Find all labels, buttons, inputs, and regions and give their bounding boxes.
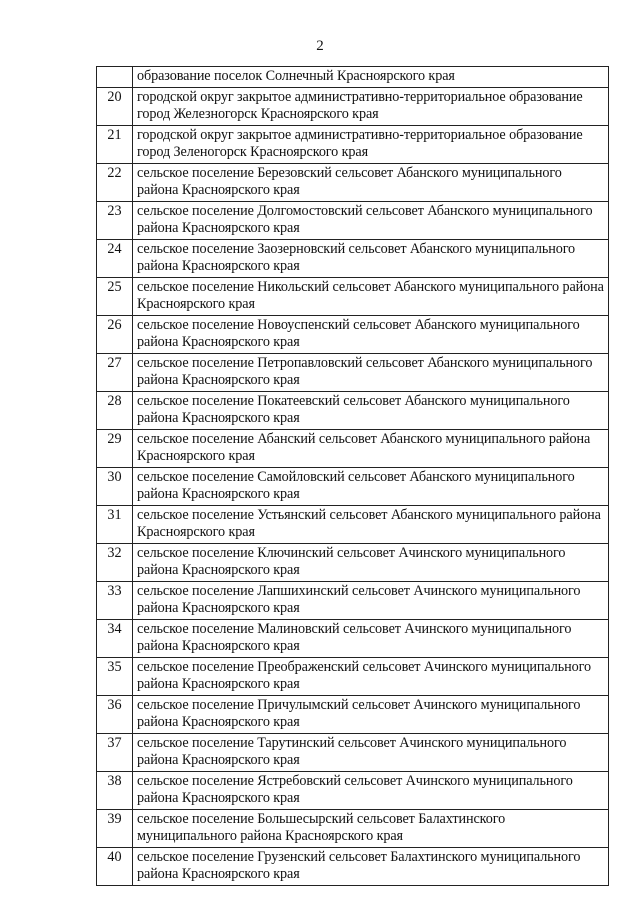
- row-number: 29: [97, 430, 133, 468]
- table-row: [97, 658, 609, 696]
- row-number: 21: [97, 126, 133, 164]
- municipality-name: сельское поселение Преображенский сельсовет Ачинского муниципального района Красноярского края: [133, 658, 609, 696]
- municipality-name: сельское поселение Заозерновский сельсовет Абанского муниципального района Красноярского края: [133, 240, 609, 278]
- row-number: 34: [97, 620, 133, 658]
- municipality-name: сельское поселение Устьянский сельсовет Абанского муниципального района Красноярского края: [133, 506, 609, 544]
- row-number: 35: [97, 658, 133, 696]
- row-number: 26: [97, 316, 133, 354]
- table-row: [97, 126, 609, 164]
- row-number: 27: [97, 354, 133, 392]
- municipality-name: сельское поселение Ключинский сельсовет Ачинского муниципального района Красноярского края: [133, 544, 609, 582]
- municipality-name: городской округ закрытое административно-территориальное образование город Зеленогорск Красноярского края: [133, 126, 609, 164]
- row-number: 23: [97, 202, 133, 240]
- table-row: [97, 316, 609, 354]
- row-number: 24: [97, 240, 133, 278]
- municipality-name: сельское поселение Самойловский сельсовет Абанского муниципального района Красноярского края: [133, 468, 609, 506]
- row-number: 32: [97, 544, 133, 582]
- row-number: 31: [97, 506, 133, 544]
- municipality-name: сельское поселение Долгомостовский сельсовет Абанского муниципального района Красноярского края: [133, 202, 609, 240]
- row-number: 25: [97, 278, 133, 316]
- row-number: 36: [97, 696, 133, 734]
- row-number: 38: [97, 772, 133, 810]
- municipality-name: сельское поселение Тарутинский сельсовет Ачинского муниципального района Красноярского края: [133, 734, 609, 772]
- table-row: [97, 392, 609, 430]
- table-row: [97, 544, 609, 582]
- row-number: 39: [97, 810, 133, 848]
- row-number: 20: [97, 88, 133, 126]
- municipality-name: сельское поселение Ястребовский сельсовет Ачинского муниципального района Красноярского края: [133, 772, 609, 810]
- municipality-name: сельское поселение Лапшихинский сельсовет Ачинского муниципального района Красноярского края: [133, 582, 609, 620]
- municipality-name: сельское поселение Березовский сельсовет Абанского муниципального района Красноярского края: [133, 164, 609, 202]
- row-number: [97, 67, 133, 88]
- municipality-name: сельское поселение Грузенский сельсовет Балахтинского муниципального района Красноярского края: [133, 848, 609, 886]
- municipality-name: образование поселок Солнечный Красноярского края: [133, 67, 609, 88]
- table-row: [97, 620, 609, 658]
- row-number: 22: [97, 164, 133, 202]
- municipality-name: сельское поселение Малиновский сельсовет Ачинского муниципального района Красноярского края: [133, 620, 609, 658]
- table-row: [97, 354, 609, 392]
- municipality-name: городской округ закрытое административно-территориальное образование город Железногорск Красноярского края: [133, 88, 609, 126]
- table-row: [97, 734, 609, 772]
- table-row: [97, 278, 609, 316]
- municipality-name: сельское поселение Покатеевский сельсовет Абанского муниципального района Красноярского края: [133, 392, 609, 430]
- table-row: [97, 848, 609, 886]
- table-row: [97, 67, 609, 88]
- row-number: 40: [97, 848, 133, 886]
- table-row: [97, 810, 609, 848]
- municipality-name: сельское поселение Большесырский сельсовет Балахтинского муниципального района Красноярского края: [133, 810, 609, 848]
- row-number: 37: [97, 734, 133, 772]
- table-row: [97, 240, 609, 278]
- table-row: [97, 696, 609, 734]
- table-row: [97, 582, 609, 620]
- page-number: 2: [316, 38, 324, 54]
- table-row: [97, 430, 609, 468]
- row-number: 33: [97, 582, 133, 620]
- table-row: [97, 468, 609, 506]
- municipality-name: сельское поселение Абанский сельсовет Абанского муниципального района Красноярского края: [133, 430, 609, 468]
- table-row: [97, 164, 609, 202]
- table-row: [97, 506, 609, 544]
- municipality-name: сельское поселение Новоуспенский сельсовет Абанского муниципального района Красноярского края: [133, 316, 609, 354]
- table-row: [97, 202, 609, 240]
- row-number: 28: [97, 392, 133, 430]
- table-row: [97, 772, 609, 810]
- municipality-name: сельское поселение Никольский сельсовет Абанского муниципального района Красноярского края: [133, 278, 609, 316]
- municipality-table: [96, 66, 609, 886]
- municipality-name: сельское поселение Петропавловский сельсовет Абанского муниципального района Красноярского края: [133, 354, 609, 392]
- municipality-name: сельское поселение Причулымский сельсовет Ачинского муниципального района Красноярского края: [133, 696, 609, 734]
- row-number: 30: [97, 468, 133, 506]
- table-row: [97, 88, 609, 126]
